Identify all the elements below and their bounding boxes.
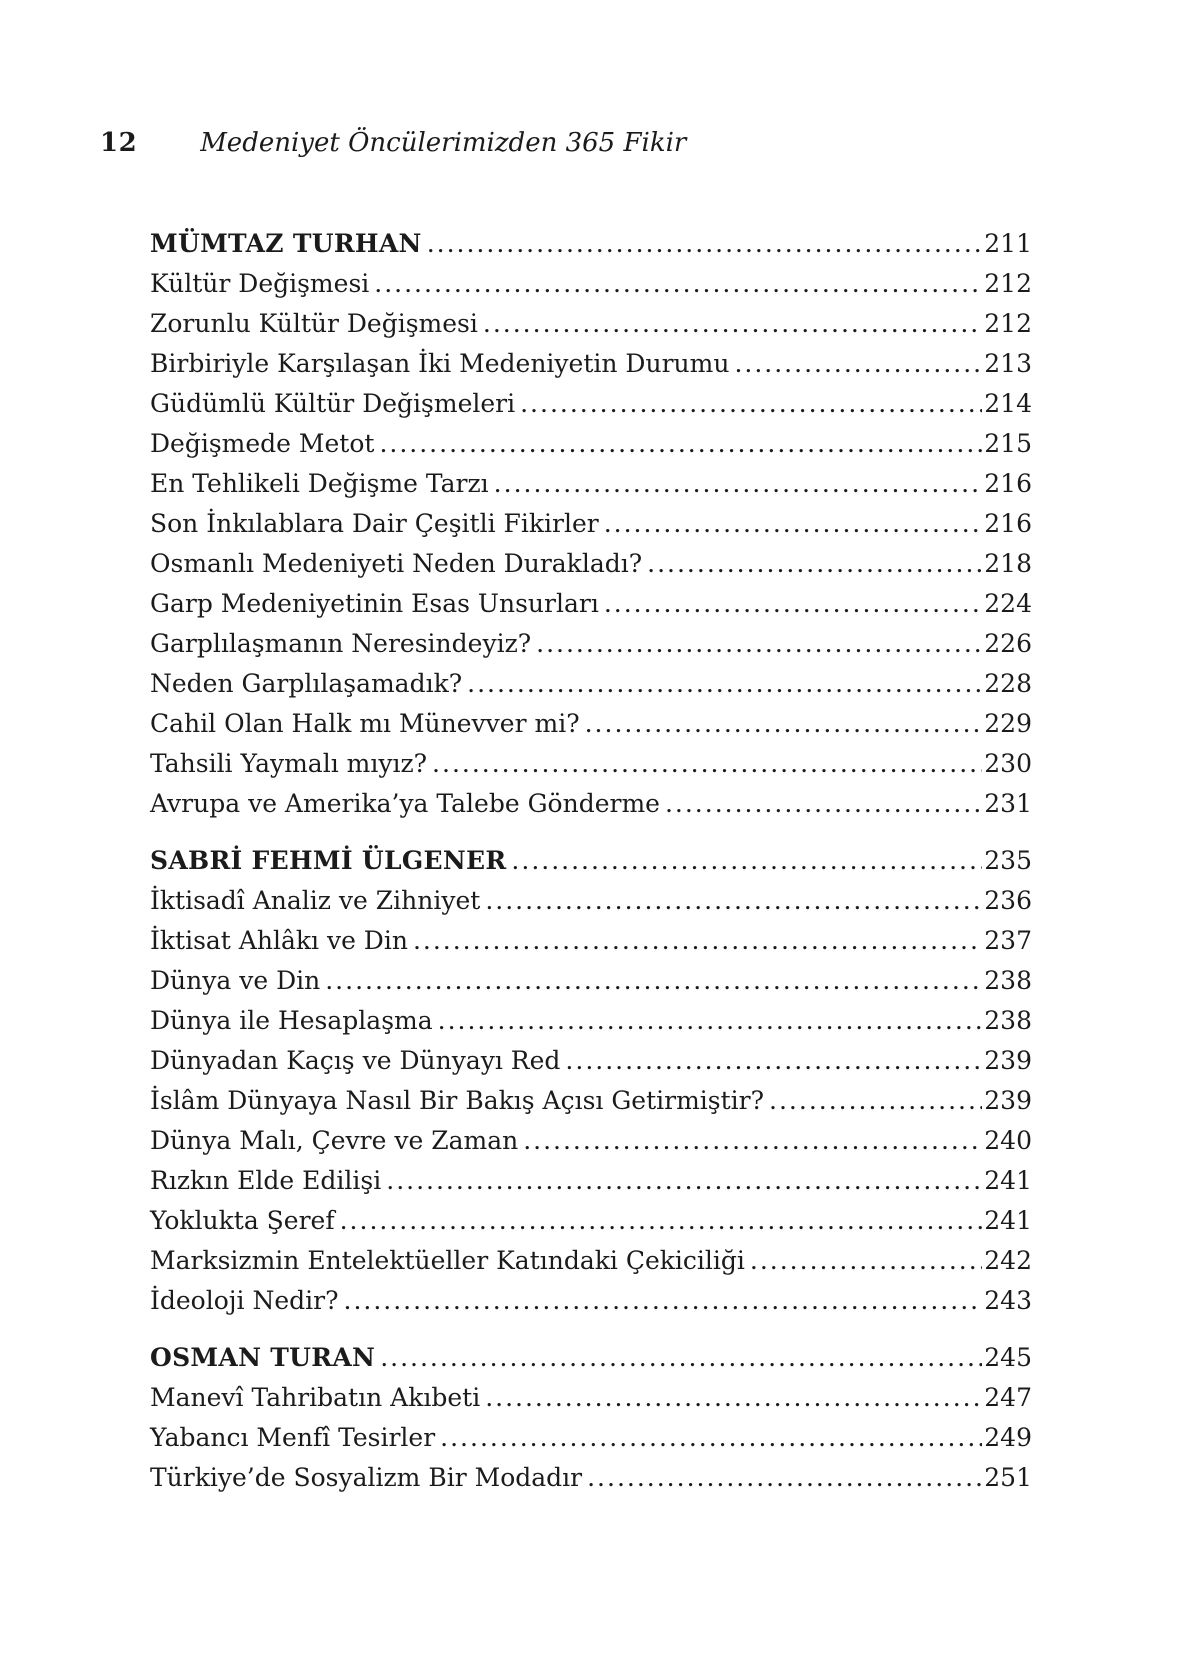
dot-leader	[585, 704, 983, 744]
toc-page-number: 212	[984, 269, 1032, 298]
toc-label: Osmanlı Medeniyeti Neden Durakladı?	[150, 549, 643, 578]
toc-page-number: 241	[984, 1206, 1032, 1235]
dot-leader	[485, 881, 982, 921]
toc-page-number: 216	[984, 469, 1032, 498]
toc-entry	[150, 504, 1032, 544]
toc-entry	[150, 1161, 1032, 1201]
toc-entry	[150, 784, 1032, 824]
dot-leader	[536, 624, 982, 664]
toc-label: Garplılaşmanın Neresindeyiz?	[150, 629, 532, 658]
toc-section-header	[150, 841, 1032, 881]
dot-leader	[440, 1418, 982, 1458]
toc-entry	[150, 304, 1032, 344]
toc-entry	[150, 881, 1032, 921]
toc-page-number: 245	[984, 1343, 1032, 1372]
toc-section	[150, 224, 1032, 824]
dot-leader	[380, 1338, 982, 1378]
toc-label: Yoklukta Şeref	[150, 1206, 335, 1235]
toc-label: Garp Medeniyetinin Esas Unsurları	[150, 589, 599, 618]
dot-leader	[665, 784, 982, 824]
dot-leader	[340, 1201, 983, 1241]
table-of-contents	[150, 224, 1032, 1498]
toc-label: Dünya Malı, Çevre ve Zaman	[150, 1126, 519, 1155]
dot-leader	[750, 1241, 982, 1281]
toc-label: Dünya ile Hesaplaşma	[150, 1006, 433, 1035]
toc-label: İktisat Ahlâkı ve Din	[150, 926, 408, 955]
dot-leader	[467, 664, 982, 704]
dot-leader	[523, 1121, 982, 1161]
dot-leader	[374, 264, 982, 304]
toc-entry	[150, 1241, 1032, 1281]
toc-entry	[150, 344, 1032, 384]
dot-leader	[769, 1081, 982, 1121]
dot-leader	[604, 504, 983, 544]
toc-entry	[150, 961, 1032, 1001]
toc-page-number: 213	[984, 349, 1032, 378]
toc-section	[150, 841, 1032, 1321]
toc-section	[150, 1338, 1032, 1498]
toc-entry	[150, 1458, 1032, 1498]
toc-page-number: 237	[984, 926, 1032, 955]
toc-label: Yabancı Menfî Tesirler	[150, 1423, 436, 1452]
toc-label: Kültür Değişmesi	[150, 269, 370, 298]
toc-page-number: 218	[984, 549, 1032, 578]
toc-page-number: 216	[984, 509, 1032, 538]
toc-entry	[150, 264, 1032, 304]
dot-leader	[511, 841, 982, 881]
toc-label: Rızkın Elde Edilişi	[150, 1166, 382, 1195]
page-header	[100, 128, 1032, 158]
toc-page-number: 238	[984, 966, 1032, 995]
toc-entry	[150, 1418, 1032, 1458]
toc-label: Dünya ve Din	[150, 966, 321, 995]
toc-page-number: 249	[984, 1423, 1032, 1452]
toc-label: İktisadî Analiz ve Zihniyet	[150, 886, 481, 915]
dot-leader	[734, 344, 982, 384]
dot-leader	[565, 1041, 982, 1081]
toc-page-number: 251	[984, 1463, 1032, 1492]
dot-leader	[647, 544, 982, 584]
toc-page-number: 226	[984, 629, 1032, 658]
toc-entry	[150, 1281, 1032, 1321]
dot-leader	[520, 384, 982, 424]
toc-entry	[150, 1201, 1032, 1241]
toc-entry	[150, 624, 1032, 664]
toc-page-number: 239	[984, 1046, 1032, 1075]
toc-page-number: 231	[984, 789, 1032, 818]
toc-label: OSMAN TURAN	[150, 1343, 376, 1372]
toc-page-number: 230	[984, 749, 1032, 778]
toc-label: En Tehlikeli Değişme Tarzı	[150, 469, 489, 498]
toc-label: İdeoloji Nedir?	[150, 1286, 339, 1315]
toc-entry	[150, 424, 1032, 464]
toc-entry	[150, 921, 1032, 961]
toc-entry	[150, 384, 1032, 424]
toc-entry	[150, 744, 1032, 784]
dot-leader	[483, 304, 982, 344]
toc-entry	[150, 1081, 1032, 1121]
toc-label: Neden Garplılaşamadık?	[150, 669, 463, 698]
toc-section-header	[150, 224, 1032, 264]
toc-label: Son İnkılablara Dair Çeşitli Fikirler	[150, 509, 599, 538]
dot-leader	[379, 424, 982, 464]
toc-label: Türkiye’de Sosyalizm Bir Modadır	[150, 1463, 583, 1492]
dot-leader	[485, 1378, 982, 1418]
toc-label: Zorunlu Kültür Değişmesi	[150, 309, 478, 338]
toc-entry	[150, 584, 1032, 624]
toc-entry	[150, 1001, 1032, 1041]
toc-section-header	[150, 1338, 1032, 1378]
toc-label: Marksizmin Entelektüeller Katındaki Çekiciliği	[150, 1246, 745, 1275]
toc-entry	[150, 1041, 1032, 1081]
dot-leader	[344, 1281, 983, 1321]
toc-page-number: 235	[984, 846, 1032, 875]
toc-page-number: 214	[984, 389, 1032, 418]
toc-entry	[150, 1378, 1032, 1418]
toc-label: Birbiriyle Karşılaşan İki Medeniyetin Durumu	[150, 349, 730, 378]
dot-leader	[413, 921, 982, 961]
dot-leader	[325, 961, 982, 1001]
dot-leader	[604, 584, 982, 624]
toc-page-number: 239	[984, 1086, 1032, 1115]
dot-leader	[494, 464, 983, 504]
dot-leader	[587, 1458, 982, 1498]
toc-label: Avrupa ve Amerika’ya Talebe Gönderme	[150, 789, 660, 818]
toc-page-number: 229	[984, 709, 1032, 738]
toc-label: İslâm Dünyaya Nasıl Bir Bakış Açısı Getirmiştir?	[150, 1086, 765, 1115]
toc-entry	[150, 704, 1032, 744]
toc-entry	[150, 664, 1032, 704]
toc-page-number: 247	[984, 1383, 1032, 1412]
toc-label: Tahsili Yaymalı mıyız?	[150, 749, 428, 778]
toc-page-number: 242	[984, 1246, 1032, 1275]
dot-leader	[427, 224, 983, 264]
toc-page-number: 243	[984, 1286, 1032, 1315]
toc-label: Dünyadan Kaçış ve Dünyayı Red	[150, 1046, 561, 1075]
toc-page-number: 211	[984, 229, 1032, 258]
dot-leader	[386, 1161, 982, 1201]
toc-page-number: 238	[984, 1006, 1032, 1035]
toc-label: Manevî Tahribatın Akıbeti	[150, 1383, 481, 1412]
toc-page-number: 228	[984, 669, 1032, 698]
toc-label: Değişmede Metot	[150, 429, 375, 458]
dot-leader	[432, 744, 982, 784]
running-title: Medeniyet Öncülerimizden 365 Fikir	[200, 128, 687, 158]
dot-leader	[438, 1001, 983, 1041]
toc-label: Cahil Olan Halk mı Münevver mi?	[150, 709, 580, 738]
toc-page-number: 215	[984, 429, 1032, 458]
toc-label: MÜMTAZ TURHAN	[150, 229, 422, 258]
page-number: 12	[100, 128, 138, 158]
toc-page-number: 236	[984, 886, 1032, 915]
toc-label: Güdümlü Kültür Değişmeleri	[150, 389, 516, 418]
toc-entry	[150, 1121, 1032, 1161]
toc-page-number: 212	[984, 309, 1032, 338]
toc-page-number: 241	[984, 1166, 1032, 1195]
toc-page-number: 224	[984, 589, 1032, 618]
toc-label: SABRİ FEHMİ ÜLGENER	[150, 846, 507, 875]
toc-page-number: 240	[984, 1126, 1032, 1155]
toc-entry	[150, 464, 1032, 504]
toc-entry	[150, 544, 1032, 584]
